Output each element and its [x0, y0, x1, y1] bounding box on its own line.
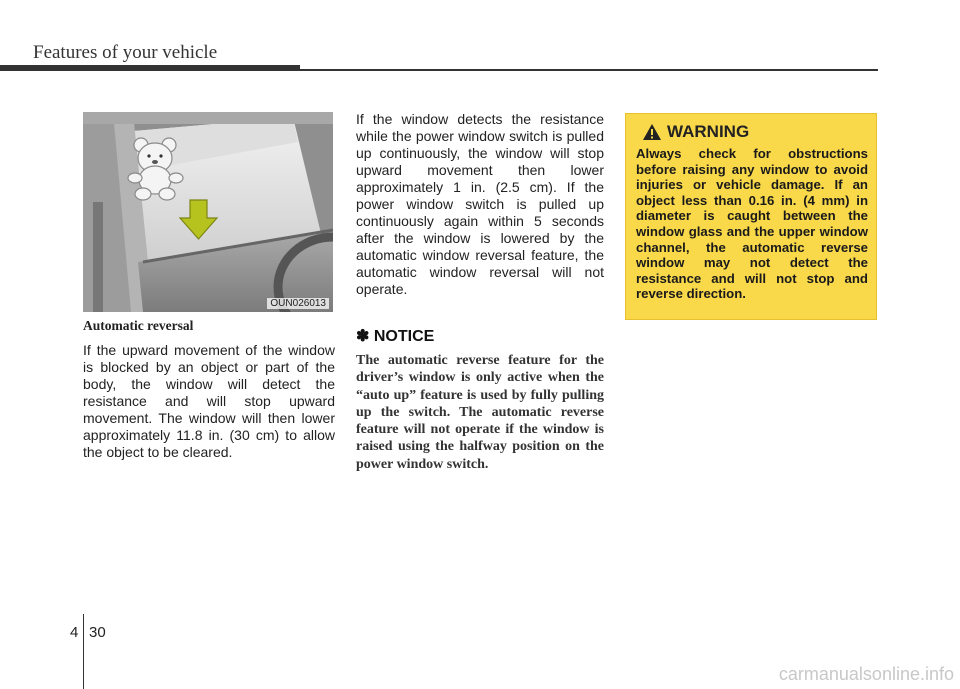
section-subheading: Automatic reversal	[83, 318, 194, 333]
car-interior-illustration	[83, 112, 333, 312]
watermark: carmanualsonline.info	[778, 664, 954, 684]
header-bar	[0, 65, 300, 71]
resistance-paragraph: If the window detects the resistance while the power window switch is pulled up continuously, the window will stop upward movement then lower approximately 1 in. (2.5 cm). If the power window switch is pulled up continuously again within 5 seconds after the window is lowered by the automatic window reversal feature, the automatic window reversal will not operate.	[356, 111, 604, 297]
header-title: Features of your vehicle	[33, 42, 218, 63]
notice-label: NOTICE	[373, 328, 435, 345]
warning-label: WARNING	[667, 122, 750, 141]
left-column	[83, 318, 335, 461]
page-number-divider	[83, 614, 84, 689]
warning-text: Always check for obstructions before raising any window to avoid injuries or vehicle damage. If an object less than 0.16 in. (4 mm) in diameter is caught between the window glass and the upper window channel, the automatic reverse window may not detect the resistance and will not stop and reverse direction.	[636, 146, 868, 302]
notice-text: The automatic reverse feature for the driver’s window is only active when the “auto up” feature is used by fully pulling up the switch. The automatic reverse feature will not operate if the window is raised using the halfway position on the power window switch.	[356, 353, 604, 472]
notice-heading	[356, 326, 604, 346]
page-number: 30	[89, 624, 106, 641]
middle-column	[356, 111, 604, 473]
figure-code: OUN026013	[267, 298, 329, 309]
warning-box	[625, 113, 877, 320]
header-rule	[300, 69, 878, 71]
car-window-photo	[83, 112, 333, 312]
warning-heading	[642, 122, 868, 142]
notice-mark-icon: ✽	[356, 328, 370, 345]
warning-triangle-icon	[642, 123, 662, 141]
automatic-reversal-paragraph: If the upward movement of the window is blocked by an object or part of the body, the window will detect the resistance and will stop upward movement. The window will then lower approximately 11.8 in. (30 cm) to allow the object to be cleared.	[83, 342, 335, 460]
chapter-number: 4	[70, 624, 79, 641]
